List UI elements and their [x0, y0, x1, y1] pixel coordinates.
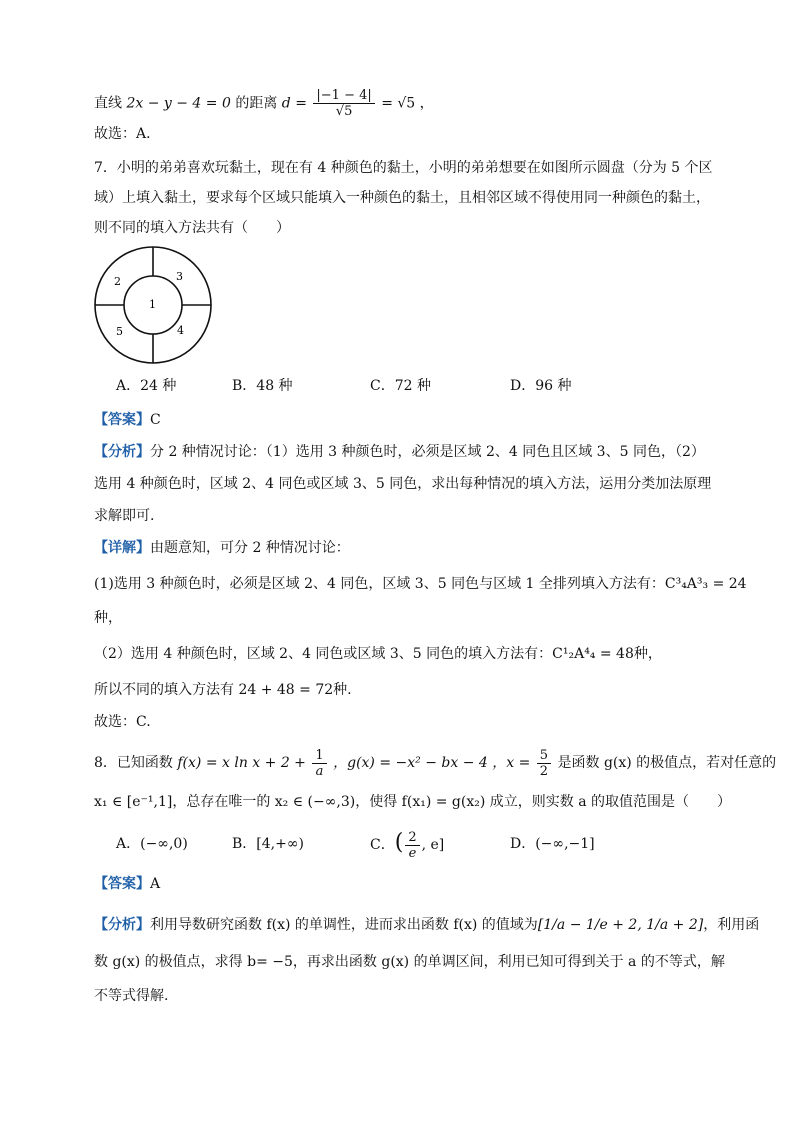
region-label-5: 5 — [116, 325, 123, 338]
q8-option-c-fraction — [405, 830, 419, 861]
line-equation: 2x − y − 4 = 0 — [126, 95, 231, 112]
q7-detail-5: 所以不同的填入方法有 24 + 48 = 72种. — [94, 682, 352, 698]
option-c-den: e — [408, 845, 417, 861]
analysis-text: 分 2 种情况讨论：（1）选用 3 种颜色时，必须是区域 2、4 同色且区域 3、5 同色，（2） — [150, 444, 705, 460]
q8-option-c-label: C． — [370, 837, 395, 853]
q8-option-c-paren: ( — [394, 830, 404, 855]
region-label-2: 2 — [114, 275, 121, 288]
q8-option-d: D．(−∞,−1] — [510, 836, 595, 852]
answer-value: A — [150, 876, 161, 892]
f-definition: f(x) = x ln x + 2 + — [177, 755, 306, 771]
q8-line-1 — [94, 746, 776, 780]
distance-fraction — [313, 88, 374, 119]
f-frac-den: a — [315, 763, 324, 779]
q8-analysis-1 — [94, 908, 759, 942]
q7-analysis-2: 选用 4 种颜色时，区域 2、4 同色或区域 3、5 同色，求出每种情况的填入方法，运用分类加法原理 — [94, 476, 712, 492]
q7-line-2: 域）上填入黏土，要求每个区域只能填入一种颜色的黏土，且相邻区域不得使用同一种颜色的黏土， — [94, 190, 710, 206]
region-label-1: 1 — [149, 298, 156, 311]
q7-option-c: C．72 种 — [370, 378, 431, 394]
q8-analysis-2: 数 g(x) 的极值点，求得 b= −5，再求出函数 g(x) 的单调区间，利用已知可得到关于 a 的不等式，解 — [94, 954, 725, 970]
q7-line-1: 7．小明的弟弟喜欢玩黏土，现在有 4 种颜色的黏土，小明的弟弟想要在如图所示圆盘（分为 5 个区 — [94, 160, 713, 176]
answer-value: C — [150, 412, 161, 428]
disc-figure — [92, 244, 214, 366]
distance-mid: 的距离 — [235, 95, 278, 112]
q7-detail-1 — [94, 538, 350, 558]
q8-option-a: A．(−∞,0) — [116, 836, 188, 852]
distance-result: = √5 ， — [381, 95, 434, 112]
g-definition: ，g(x) = −x² − bx − 4 ，x = — [333, 755, 531, 771]
region-label-4: 4 — [177, 324, 184, 337]
q8-answer — [94, 874, 160, 894]
q7-detail-4: （2）选用 4 种颜色时，区域 2、4 同色或区域 3、5 同色的填入方法有：C¹₂A⁴₄ = 48种， — [94, 646, 662, 662]
q7-choice: 故选：C. — [94, 714, 151, 730]
q8-analysis-3: 不等式得解. — [94, 988, 169, 1004]
q7-detail-3: 种， — [94, 610, 122, 626]
distance-prefix: 直线 — [94, 95, 122, 112]
detail-tag: 【详解】 — [94, 540, 150, 556]
analysis-text: 利用导数研究函数 f(x) 的单调性，进而求出函数 f(x) 的值域为 — [150, 917, 538, 933]
answer-tag: 【答案】 — [94, 412, 150, 428]
range-expression: [1/a − 1/e + 2, 1/a + 2] — [537, 917, 704, 933]
x-frac-den: 2 — [539, 763, 549, 779]
x-frac-num: 5 — [537, 748, 551, 764]
f-fraction — [312, 748, 326, 779]
q8-option-b: B．[4,+∞) — [232, 836, 304, 852]
q7-option-a: A．24 种 — [116, 378, 177, 394]
analysis-tail: ，利用函 — [703, 917, 760, 933]
q7-option-b: B．48 种 — [232, 378, 293, 394]
q8-option-c — [370, 826, 444, 862]
fraction-numerator: |−1 − 4| — [313, 88, 374, 104]
q8-line-2: x₁ ∈ [e⁻¹,1]，总存在唯一的 x₂ ∈ (−∞,3)，使得 f(x₁) = g(x₂) 成立，则实数 a 的取值范围是（ ） — [94, 794, 732, 810]
q7-analysis-1 — [94, 442, 705, 462]
distance-line: 直线 2x − y − 4 = 0 的距离 d = $\frac{|-1 - 4|}{√5}$ = √5 ， — [94, 88, 434, 119]
q7-option-d: D．96 种 — [510, 378, 572, 394]
region-label-3: 3 — [176, 270, 183, 283]
detail-text: 由题意知，可分 2 种情况讨论： — [150, 540, 350, 556]
q7-detail-2: (1)选用 3 种颜色时，必须是区域 2、4 同色，区域 3、5 同色与区域 1 全排列填入方法有：C³₄A³₃ = 24 — [94, 576, 747, 592]
answer-tag: 【答案】 — [94, 876, 150, 892]
option-c-num: 2 — [405, 830, 419, 846]
q8-line-1-tail: 是函数 g(x) 的极值点，若对任意的 — [557, 755, 777, 771]
analysis-tag: 【分析】 — [94, 444, 150, 460]
fraction-denominator: √5 — [335, 104, 353, 119]
analysis-tag: 【分析】 — [94, 917, 150, 933]
q8-option-c-tail: , e] — [421, 837, 445, 853]
q7-answer — [94, 410, 161, 430]
q7-analysis-3: 求解即可. — [94, 508, 155, 524]
q8-intro: 8．已知函数 — [94, 755, 173, 771]
q7-line-3: 则不同的填入方法共有（ ） — [94, 220, 290, 236]
d-variable: d — [281, 95, 291, 112]
x-fraction — [537, 748, 551, 779]
top-choice: 故选：A． — [94, 126, 161, 142]
f-frac-num: 1 — [312, 748, 326, 764]
